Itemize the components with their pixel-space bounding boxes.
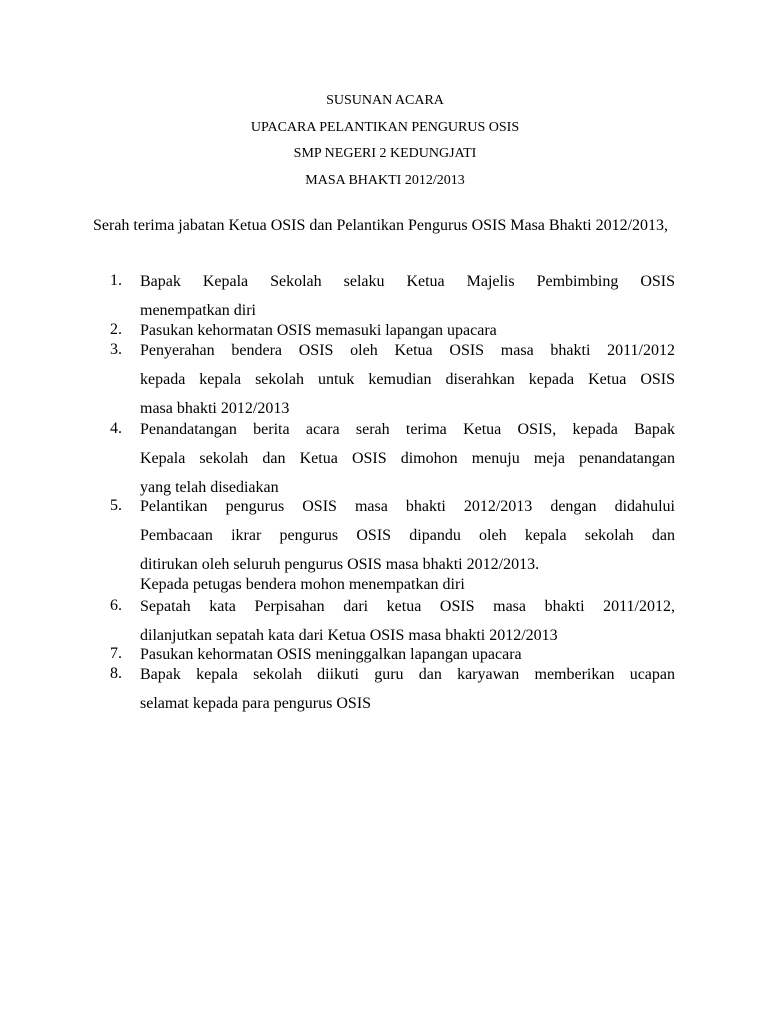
list-item-line: yang telah disediakan [140, 479, 279, 496]
list-item-line: Bapak Kepala Sekolah selaku Ketua Majelis Pembimbing OSIS [140, 273, 675, 290]
list-item-line: Pasukan kehormatan OSIS meninggalkan lapangan upacara [140, 646, 522, 663]
list-item-4 [110, 420, 675, 498]
list-item-number: 1. [110, 272, 122, 289]
list-item-line: Kepada petugas bendera mohon menempatkan diri [140, 576, 465, 593]
list-item-8 [110, 665, 675, 714]
list-item-2 [110, 321, 675, 341]
list-item-line: Pelantikan pengurus OSIS masa bhakti 2012/2013 dengan didahului [140, 498, 675, 515]
list-item-number: 5. [110, 497, 122, 514]
list-item-7 [110, 645, 675, 665]
header-school: SMP NEGERI 2 KEDUNGJATI [293, 146, 477, 161]
intro-paragraph: Serah terima jabatan Ketua OSIS dan Pelantikan Pengurus OSIS Masa Bhakti 2012/2013, [93, 217, 669, 234]
list-item-number: 7. [110, 645, 122, 662]
list-item-line: kepada kepala sekolah untuk kemudian diserahkan kepada Ketua OSIS [140, 371, 675, 388]
list-item-line: Pembacaan ikrar pengurus OSIS dipandu oleh kepala sekolah dan [140, 527, 675, 544]
list-item-line: Penyerahan bendera OSIS oleh Ketua OSIS masa bhakti 2011/2012 [140, 342, 675, 359]
list-item-line: Bapak kepala sekolah diikuti guru dan karyawan memberikan ucapan [140, 666, 675, 683]
list-item-number: 6. [110, 597, 122, 614]
header-subtitle: UPACARA PELANTIKAN PENGURUS OSIS [250, 119, 520, 135]
list-item-6 [110, 597, 675, 646]
list-item-line: Pasukan kehormatan OSIS memasuki lapangan upacara [140, 322, 497, 339]
header-title: SUSUNAN ACARA [326, 93, 444, 108]
list-item-line: dilanjutkan sepatah kata dari Ketua OSIS masa bhakti 2012/2013 [140, 627, 558, 644]
list-item-1 [110, 272, 675, 321]
list-item-number: 3. [110, 341, 122, 358]
list-item-number: 4. [110, 420, 122, 437]
list-item-5 [110, 497, 675, 595]
document-header [0, 88, 768, 194]
header-period: MASA BHAKTI 2012/2013 [305, 172, 465, 188]
list-item-line: Penandatangan berita acara serah terima Ketua OSIS, kepada Bapak [140, 421, 675, 438]
list-item-3 [110, 341, 675, 419]
list-item-number: 2. [110, 321, 122, 338]
list-item-line: Kepala sekolah dan Ketua OSIS dimohon menuju meja penandatangan [140, 450, 675, 467]
list-item-line: ditirukan oleh seluruh pengurus OSIS masa bhakti 2012/2013. [140, 556, 540, 573]
list-item-line: Sepatah kata Perpisahan dari ketua OSIS masa bhakti 2011/2012, [140, 598, 675, 615]
list-item-line: masa bhakti 2012/2013 [140, 400, 290, 417]
list-item-number: 8. [110, 665, 122, 682]
list-item-line: menempatkan diri [140, 302, 256, 319]
list-item-line: selamat kepada para pengurus OSIS [140, 695, 372, 712]
